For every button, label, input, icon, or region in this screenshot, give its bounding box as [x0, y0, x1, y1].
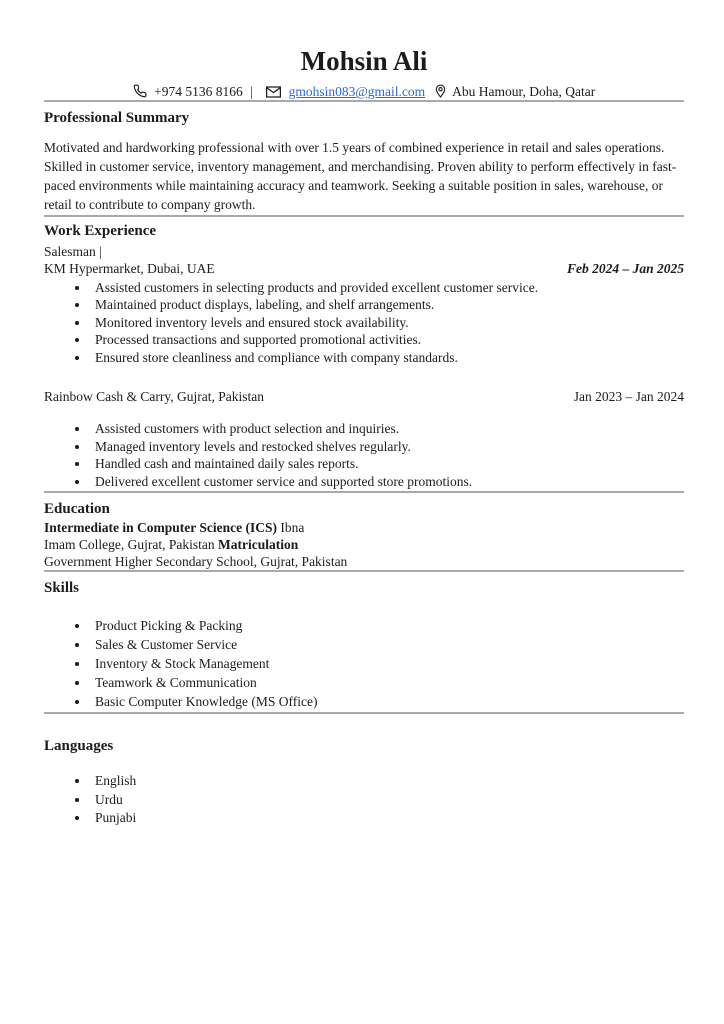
list-item: • Managed inventory levels and restocked shelves regularly. — [90, 439, 684, 456]
envelope-icon — [266, 84, 281, 100]
page-title: Mohsin Ali — [300, 46, 428, 76]
contact-line — [44, 84, 684, 100]
job-bullet-list — [44, 280, 684, 367]
list-item: • Delivered excellent customer service and supported store promotions. — [90, 474, 684, 491]
list-item: • English — [90, 772, 684, 790]
job-company: KM Hypermarket, Dubai, UAE — [44, 260, 215, 276]
list-item: • Assisted customers in selecting products and provided excellent customer service. — [90, 280, 684, 297]
list-item: • Assisted customers with product selection and inquiries. — [90, 421, 684, 438]
degree-rest: Ibna — [276, 520, 305, 536]
languages-list — [44, 772, 684, 827]
job-header — [44, 388, 684, 405]
list-item: • Handled cash and maintained daily sales reports. — [90, 456, 684, 473]
list-item: • Processed transactions and supported promotional activities. — [90, 332, 684, 349]
list-item: • Punjabi — [90, 809, 684, 827]
section-divider — [44, 712, 684, 714]
college-name: Imam College, Gujrat, Pakistan — [44, 537, 218, 553]
list-item: • Urdu — [90, 791, 684, 809]
list-item: • Sales & Customer Service — [90, 636, 684, 654]
education-line: Government Higher Secondary School, Gujrat, Pakistan — [44, 554, 348, 570]
summary-paragraph: Motivated and hardworking professional with over 1.5 years of combined experience in retail and sales operations. Skilled in customer service, inventory management, and merchandising. Proven ability to perform effectively in fast-paced environments while maintaining accuracy and teamwork. Seeking a suitable position in sales, warehouse, or retail to contribute to company growth. — [44, 140, 677, 212]
phone-number: +974 5136 8166 — [154, 84, 243, 99]
list-item: • Basic Computer Knowledge (MS Office) — [90, 693, 684, 711]
skills-heading: Skills — [44, 580, 80, 597]
languages-heading: Languages — [44, 738, 114, 755]
section-divider — [44, 570, 684, 572]
phone-icon — [133, 84, 147, 100]
education-heading: Education — [44, 501, 110, 518]
section-divider — [44, 100, 684, 102]
list-item: • Teamwork & Communication — [90, 674, 684, 692]
job-dates: Feb 2024 – Jan 2025 — [566, 260, 684, 276]
email-link[interactable]: gmohsin083@gmail.com — [288, 84, 426, 99]
degree-name: Matriculation — [217, 537, 299, 553]
work-heading: Work Experience — [44, 222, 157, 239]
list-item: • Monitored inventory levels and ensured stock availability. — [90, 315, 684, 332]
summary-heading: Professional Summary — [44, 110, 190, 126]
list-item: • Ensured store cleanliness and compliance with company standards. — [90, 350, 684, 367]
job-dates: Jan 2023 – Jan 2024 — [573, 389, 684, 405]
job-company: Rainbow Cash & Carry, Gujrat, Pakistan — [44, 389, 264, 405]
list-item: • Maintained product displays, labeling, and shelf arrangements. — [90, 297, 684, 314]
section-divider — [44, 491, 684, 493]
skills-list — [44, 617, 684, 711]
degree-name: Intermediate in Computer Science (ICS) — [44, 520, 277, 536]
job-header — [44, 260, 684, 277]
job-bullet-list — [44, 421, 684, 490]
location-text: Abu Hamour, Doha, Qatar — [452, 84, 596, 99]
education-line — [44, 519, 684, 536]
contact-separator: | — [250, 84, 253, 99]
list-item: • Inventory & Stock Management — [90, 655, 684, 673]
section-divider — [44, 215, 684, 217]
education-line — [44, 536, 684, 553]
list-item: • Product Picking & Packing — [90, 617, 684, 635]
education-block — [44, 519, 684, 570]
job-title: Salesman | — [44, 243, 102, 259]
map-pin-icon — [435, 84, 446, 100]
